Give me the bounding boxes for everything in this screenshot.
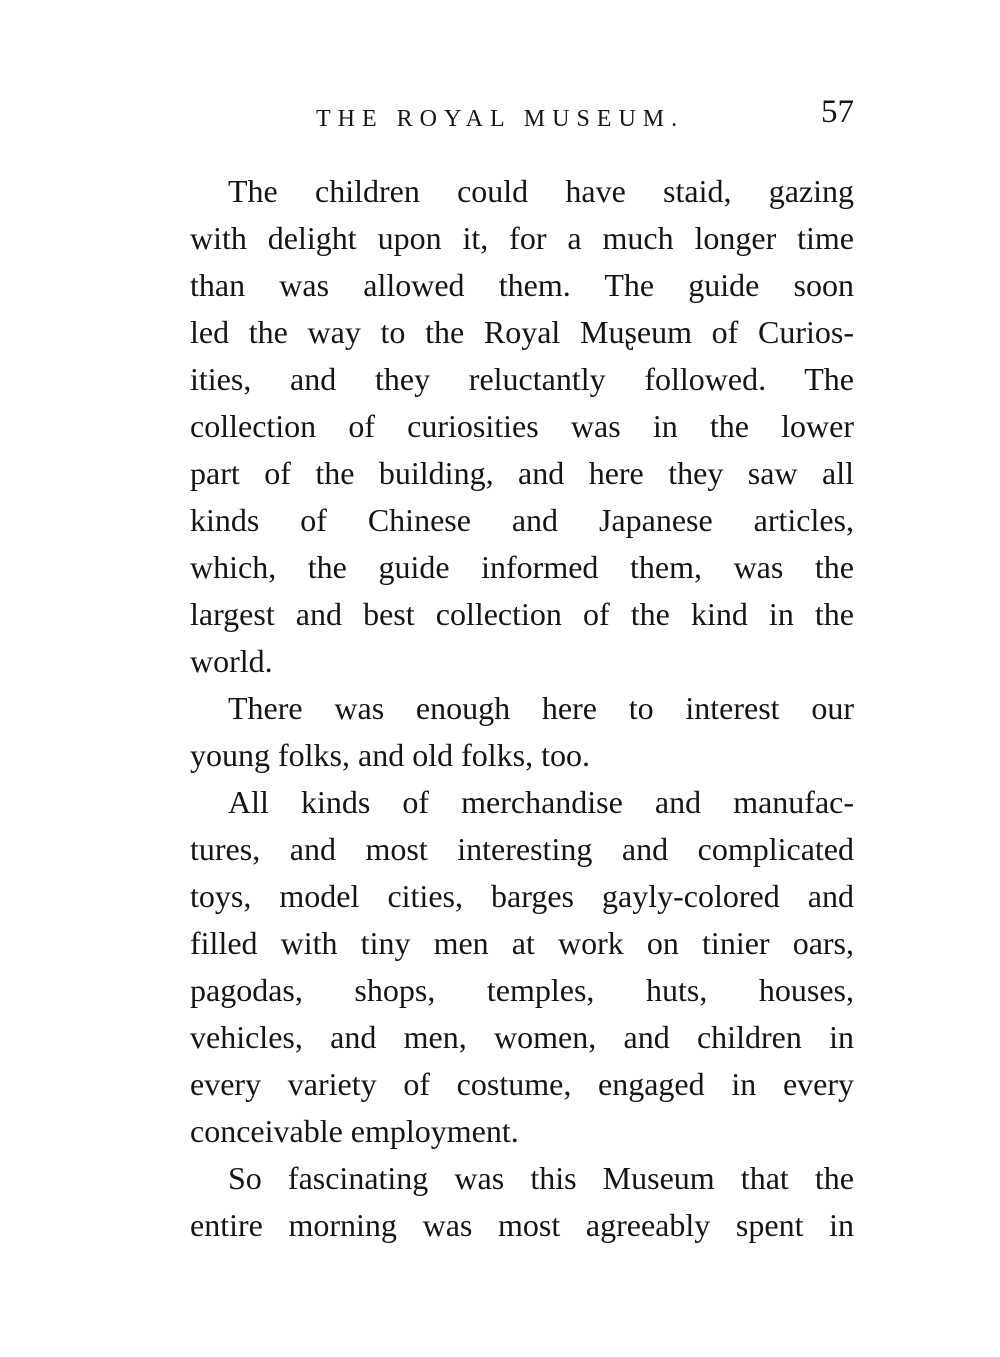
text-line: which, the guide informed them, was the [190,549,854,585]
text-line: kinds of Chinese and Japanese articles, [190,502,854,538]
text-line: largest and best collection of the kind in the [190,596,854,632]
text-line: toys, model cities, barges gayly-colored and [190,878,854,914]
text-line: All kinds of merchandise and manufac- [228,784,854,820]
text-line: collection of curiosities was in the lower [190,408,854,444]
text-line: filled with tiny men at work on tinier oars, [190,925,854,961]
text-line: world. [190,643,273,679]
text-line: pagodas, shops, temples, huts, houses, [190,972,854,1008]
text-line: So fascinating was this Museum that the [228,1160,854,1196]
text-line: with delight upon it, for a much longer time [190,220,854,256]
running-header [190,92,854,142]
text-line: every variety of costume, engaged in every [190,1066,854,1102]
page-number: 57 [821,94,854,130]
body-text [190,168,854,1249]
running-title: THE ROYAL MUSEUM. [316,106,685,132]
text-line: The children could have staid, gazing [228,173,854,209]
text-line: There was enough here to interest our [228,690,854,726]
text-line: than was allowed them. The guide soon [190,267,854,303]
text-line: entire morning was most agreeably spent in [190,1207,854,1243]
text-line: led the way to the Royal Muʂeum of Curios- [190,314,854,350]
text-line: part of the building, and here they saw all [190,455,854,491]
text-line: ities, and they reluctantly followed. The [190,361,854,397]
text-line: young folks, and old folks, too. [190,737,590,773]
text-line: vehicles, and men, women, and children in [190,1019,854,1055]
text-line: conceivable employment. [190,1113,519,1149]
text-line: tures, and most interesting and complicated [190,831,854,867]
